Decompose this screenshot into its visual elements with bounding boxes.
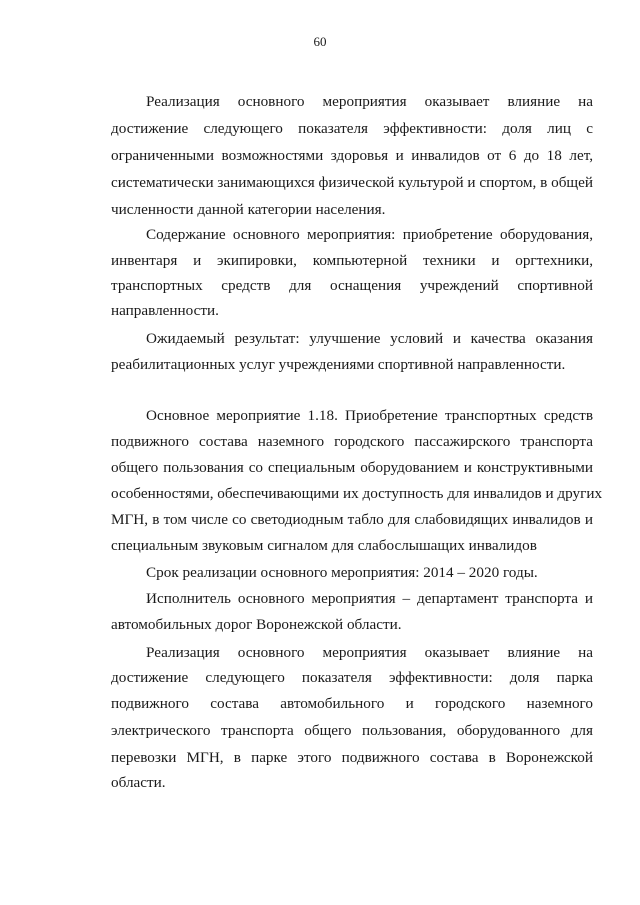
text-line: транспортных средств для оснащения учреждений спортивной: [111, 277, 593, 294]
text-line: численности данной категории населения.: [111, 201, 386, 218]
text-line: особенностями, обеспечивающими их доступность для инвалидов и других: [111, 485, 603, 502]
text-line: направленности.: [111, 302, 219, 319]
text-line: ограниченными возможностями здоровья и инвалидов от 6 до 18 лет,: [111, 147, 593, 164]
text-line: Содержание основного мероприятия: приобретение оборудования,: [146, 226, 593, 243]
text-line: Срок реализации основного мероприятия: 2014 – 2020 годы.: [146, 564, 538, 581]
text-line: достижение следующего показателя эффективности: доля парка: [111, 669, 593, 686]
text-line: автомобильных дорог Воронежской области.: [111, 616, 402, 633]
text-line: Реализация основного мероприятия оказывает влияние на: [146, 93, 593, 110]
text-line: МГН, в том числе со светодиодным табло для слабовидящих инвалидов и: [111, 511, 593, 528]
text-line: Ожидаемый результат: улучшение условий и качества оказания: [146, 330, 593, 347]
text-line: инвентаря и экипировки, компьютерной техники и оргтехники,: [111, 252, 593, 269]
text-line: Основное мероприятие 1.18. Приобретение транспортных средств: [146, 407, 593, 424]
text-line: достижение следующего показателя эффективности: доля лиц с: [111, 120, 593, 137]
text-line: Реализация основного мероприятия оказывает влияние на: [146, 644, 593, 661]
text-line: подвижного состава автомобильного и городского наземного: [111, 695, 593, 712]
page-number: 60: [313, 34, 327, 49]
text-line: специальным звуковым сигналом для слабослышащих инвалидов: [111, 537, 537, 554]
text-line: Исполнитель основного мероприятия – департамент транспорта и: [146, 590, 593, 607]
text-line: подвижного состава наземного городского пассажирского транспорта: [111, 433, 593, 450]
text-line: систематически занимающихся физической культурой и спортом, в общей: [111, 174, 593, 191]
text-line: перевозки МГН, в парке этого подвижного состава в Воронежской: [111, 749, 593, 766]
text-line: электрического транспорта общего пользования, оборудованного для: [111, 722, 593, 739]
text-line: общего пользования со специальным оборудованием и конструктивными: [111, 459, 593, 476]
text-line: реабилитационных услуг учреждениями спортивной направленности.: [111, 356, 566, 373]
text-line: области.: [111, 774, 166, 791]
